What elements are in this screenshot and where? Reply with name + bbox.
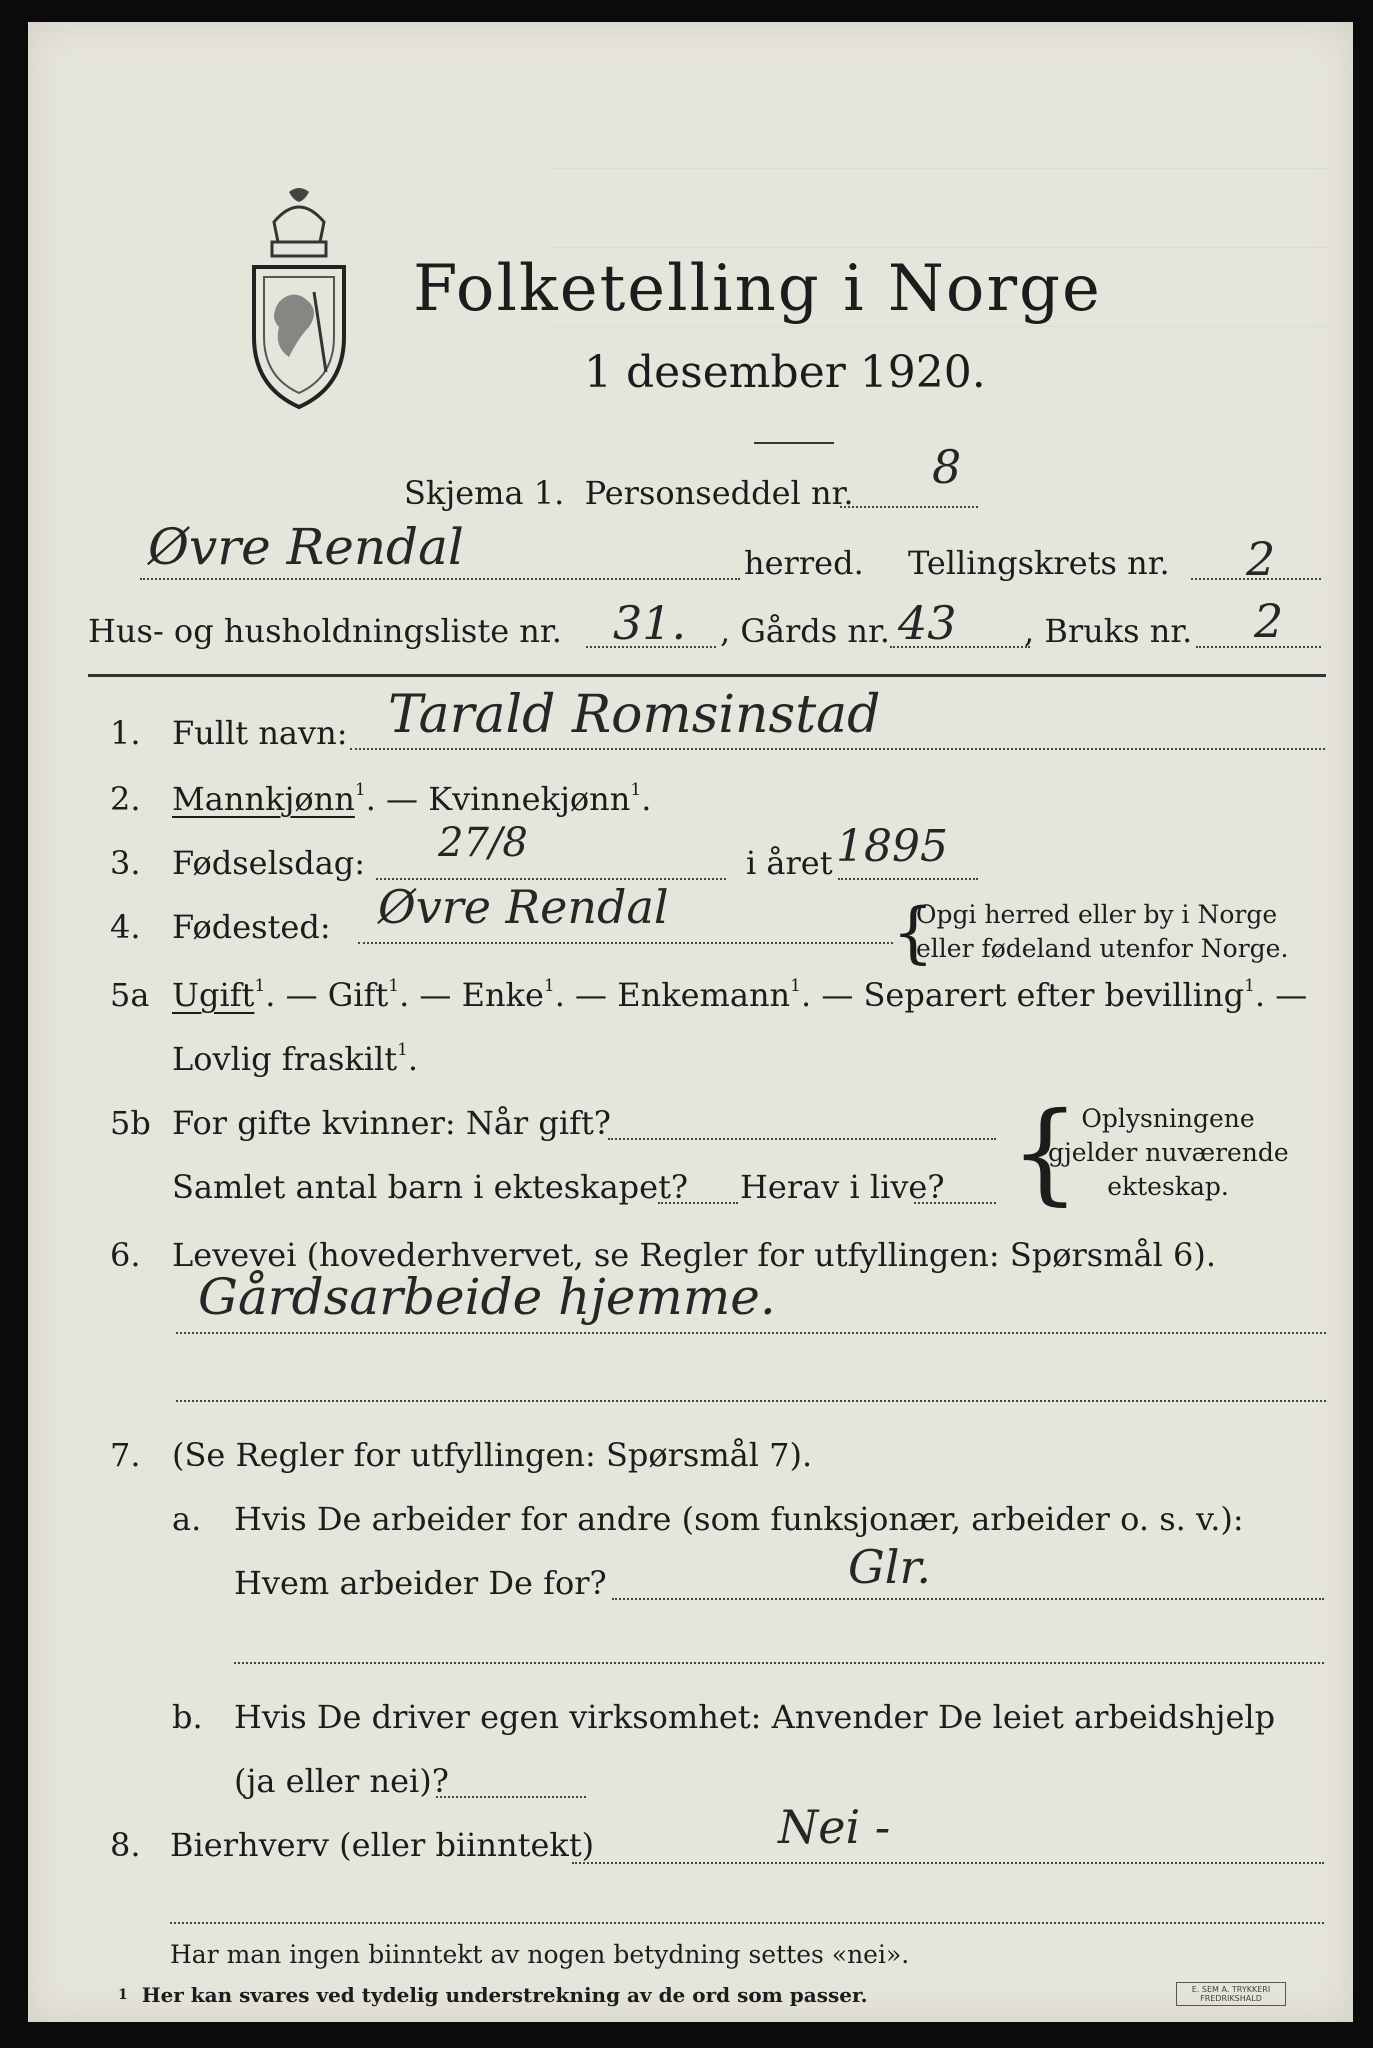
children-alive-label: Herav i live? bbox=[740, 1168, 945, 1206]
marriage-note-brace: { bbox=[1010, 1088, 1080, 1216]
herred-value[interactable]: Øvre Rendal bbox=[148, 518, 464, 576]
marital-unmarried-option[interactable]: Ugift bbox=[172, 976, 255, 1014]
form-title: Folketelling i Norge bbox=[413, 252, 1102, 326]
norwegian-coat-of-arms-icon bbox=[244, 182, 354, 412]
hired-help-label: (ja eller nei)? bbox=[234, 1762, 449, 1800]
gards-label: , Gårds nr. bbox=[720, 612, 890, 650]
q7b-letter: b. bbox=[172, 1698, 203, 1736]
q7-label: (Se Regler for utfyllingen: Spørsmål 7). bbox=[172, 1436, 813, 1474]
marital-status-options: Ugift$^1$. — Gift$^1$. — Enke$^1$. — Enkemann$^1$. — Separert efter bevilling$^1$. — bbox=[172, 976, 1308, 1014]
marriage-note: Oplysningene gjelder nuværende ekteskap. bbox=[1048, 1104, 1289, 1201]
q4-number: 4. bbox=[110, 908, 141, 946]
children-alive-line[interactable] bbox=[914, 1202, 996, 1204]
q1-number: 1. bbox=[110, 714, 141, 752]
bruks-label: , Bruks nr. bbox=[1024, 612, 1193, 650]
full-name-value[interactable]: Tarald Romsinstad bbox=[388, 685, 881, 745]
employer-line-2 bbox=[234, 1662, 1324, 1664]
full-name-line bbox=[350, 748, 1325, 750]
q8-label: Bierhverv (eller biinntekt) bbox=[170, 1826, 595, 1864]
q7a-letter: a. bbox=[172, 1500, 202, 1538]
q7b-question: Hvis De driver egen virksomhet: Anvender De leiet arbeidshjelp bbox=[234, 1698, 1276, 1736]
q1-label: Fullt navn: bbox=[172, 714, 348, 752]
q6-label: Levevei (hovederhvervet, se Regler for utfyllingen: Spørsmål 6). bbox=[172, 1236, 1217, 1274]
occupation-line-1 bbox=[176, 1332, 1326, 1334]
q8-number: 8. bbox=[110, 1826, 141, 1864]
q7a-question: Hvis De arbeider for andre (som funksjonær, arbeider o. s. v.): bbox=[234, 1500, 1244, 1538]
year-label: i året bbox=[746, 844, 833, 882]
tellingskrets-value[interactable]: 2 bbox=[1246, 532, 1276, 586]
birthplace-line bbox=[358, 942, 893, 944]
q6-number: 6. bbox=[110, 1236, 141, 1274]
married-when-line[interactable] bbox=[608, 1138, 996, 1140]
birth-year-value[interactable]: 1895 bbox=[836, 821, 948, 872]
q7-number: 7. bbox=[110, 1436, 141, 1474]
employer-value[interactable]: Glr. bbox=[848, 1540, 932, 1594]
q5a-number: 5a bbox=[110, 976, 150, 1014]
personseddel-line bbox=[840, 506, 978, 508]
birth-year-line bbox=[838, 878, 978, 880]
sex-options: Mannkjønn$^1$. — Kvinnekjønn$^1$. bbox=[172, 780, 652, 818]
herred-line bbox=[140, 578, 740, 580]
printer-stamp: E. SEM A. TRYKKERI FREDRIKSHALD bbox=[1176, 1982, 1286, 2006]
husliste-value[interactable]: 31. bbox=[613, 596, 687, 650]
married-when-label: For gifte kvinner: Når gift? bbox=[172, 1104, 611, 1142]
herred-label: herred. bbox=[744, 544, 864, 582]
birthday-value[interactable]: 27/8 bbox=[438, 820, 528, 866]
birthplace-note: Opgi herred eller by i Norge eller fødeland utenfor Norge. bbox=[916, 900, 1289, 963]
q3-label: Fødselsdag: bbox=[172, 844, 366, 882]
schema-label: Skjema 1. Personseddel nr. bbox=[404, 474, 854, 512]
side-income-value[interactable]: Nei - bbox=[778, 1800, 891, 1854]
bruks-value[interactable]: 2 bbox=[1254, 594, 1284, 648]
husliste-label: Hus- og husholdningsliste nr. bbox=[88, 612, 562, 650]
birthplace-value[interactable]: Øvre Rendal bbox=[378, 880, 669, 934]
occupation-line-2 bbox=[176, 1400, 1326, 1402]
q3-number: 3. bbox=[110, 844, 141, 882]
census-form-page bbox=[28, 22, 1353, 2022]
q4-label: Fødested: bbox=[172, 908, 331, 946]
hired-help-line[interactable] bbox=[436, 1796, 586, 1798]
gards-value[interactable]: 43 bbox=[898, 596, 957, 650]
q5b-number: 5b bbox=[110, 1104, 151, 1142]
footnote: $^1$ Her kan svares ved tydelig understrekning av de ord som passer. bbox=[118, 1983, 868, 2007]
birthplace-note-brace: { bbox=[892, 894, 934, 971]
children-count-line[interactable] bbox=[658, 1202, 738, 1204]
employer-label: Hvem arbeider De for? bbox=[234, 1564, 607, 1602]
occupation-value[interactable]: Gårdsarbeide hjemme. bbox=[198, 1268, 776, 1326]
side-income-note: Har man ingen biinntekt av nogen betydning settes «nei». bbox=[170, 1940, 910, 1969]
children-count-label: Samlet antal barn i ekteskapet? bbox=[172, 1168, 689, 1206]
sex-female-option[interactable]: Kvinnekjønn bbox=[428, 780, 631, 818]
marital-divorced-option[interactable]: Lovlig fraskilt$^1$. bbox=[172, 1040, 419, 1078]
sex-male-option[interactable]: Mannkjønn bbox=[172, 780, 355, 818]
personseddel-value[interactable]: 8 bbox=[932, 440, 962, 494]
employer-line bbox=[612, 1598, 1324, 1600]
census-date: 1 desember 1920. bbox=[584, 347, 986, 398]
header-rule bbox=[88, 674, 1326, 677]
side-income-line bbox=[572, 1862, 1324, 1864]
tellingskrets-label: Tellingskrets nr. bbox=[908, 544, 1170, 582]
q2-number: 2. bbox=[110, 780, 141, 818]
side-income-line-2 bbox=[170, 1922, 1324, 1924]
bleed-through-text bbox=[548, 140, 1328, 460]
